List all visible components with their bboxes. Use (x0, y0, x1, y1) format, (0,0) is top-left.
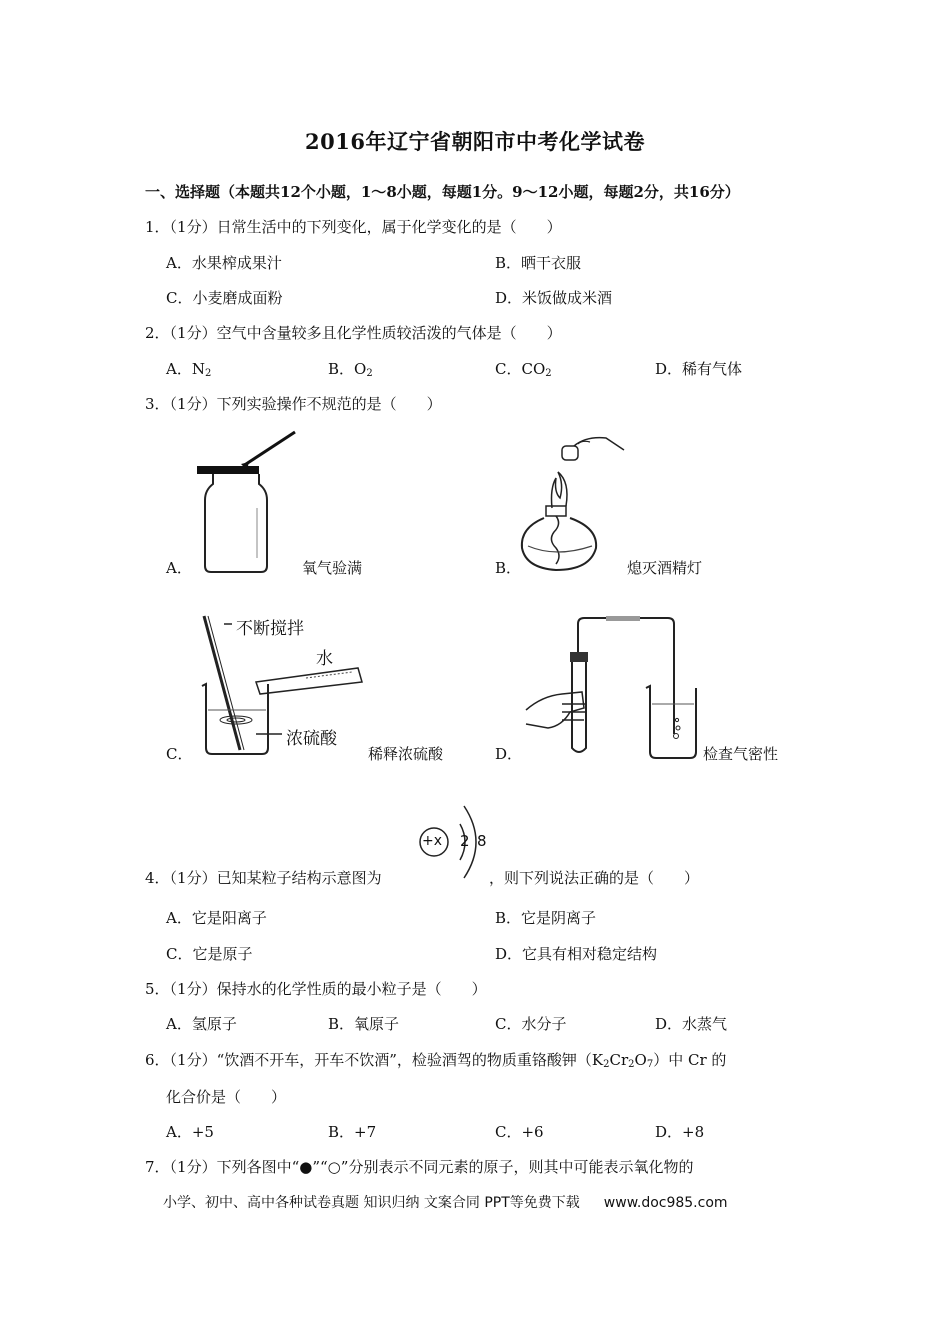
question-4-stem-end: ，则下列说法正确的是（ ） (489, 869, 700, 887)
dilute-acid-figure (196, 610, 376, 760)
question-5-option-d: D．水蒸气 (655, 1015, 728, 1033)
question-4-option-c: C．它是原子 (166, 945, 253, 963)
footer-url[interactable]: www.doc985.com (603, 1195, 728, 1211)
question-4-option-d: D．它具有相对稳定结构 (495, 945, 658, 963)
page-footer (163, 1192, 728, 1212)
question-5-option-c: C．水分子 (495, 1015, 567, 1033)
question-3-option-b-caption: 熄灭酒精灯 (627, 559, 703, 577)
question-4-stem-start: 4．（1分）已知某粒子结构示意图为 (145, 869, 382, 887)
shell-1-electrons: 2 (460, 832, 470, 850)
question-1-option-b: B．晒干衣服 (495, 254, 582, 272)
question-1-option-a: A．水果榨成果汁 (166, 254, 282, 272)
section-heading: 一、选择题（本题共12个小题，1～8小题，每题1分。9～12小题，每题2分，共16分） (145, 183, 740, 201)
nucleus-charge: +x (422, 833, 443, 849)
question-3-option-a-caption: 氧气验满 (302, 559, 363, 577)
water-label: 水 (316, 649, 333, 669)
question-1-stem: 1．（1分）日常生活中的下列变化，属于化学变化的是（ ） (145, 218, 562, 236)
question-6-option-a: A．+5 (166, 1123, 214, 1141)
question-4-option-b: B．它是阴离子 (495, 909, 597, 927)
question-3-option-d-letter: D． (495, 745, 523, 763)
oxygen-test-figure (195, 428, 305, 578)
question-3-option-d-caption: 检查气密性 (703, 745, 779, 763)
question-3-option-c-letter: C． (166, 745, 193, 763)
acid-label: 浓硫酸 (286, 729, 337, 749)
particle-structure-diagram (418, 798, 498, 890)
question-5-option-a: A．氢原子 (166, 1015, 237, 1033)
question-2-stem: 2．（1分）空气中含量较多且化学性质较活泼的气体是（ ） (145, 324, 562, 342)
question-6-stem: 6．（1分）“饮酒不开车，开车不饮酒”，检验酒驾的物质重铬酸钾$(K_2Cr_2O_7)$中 Cr 的 (145, 1051, 727, 1070)
question-2-option-d: D．稀有气体 (655, 360, 743, 378)
page-title: 2016年辽宁省朝阳市中考化学试卷 (305, 129, 645, 154)
question-5-option-b: B．氧原子 (328, 1015, 400, 1033)
stir-label: 不断搅拌 (236, 619, 304, 639)
question-2-option-c: C．$CO_2$ (495, 360, 552, 379)
question-2-option-b: B．$O_2$ (328, 360, 373, 379)
question-3-stem: 3．（1分）下列实验操作不规范的是（ ） (145, 395, 442, 413)
question-6-option-c: C．+6 (495, 1123, 544, 1141)
question-1-option-d: D．米饭做成米酒 (495, 289, 613, 307)
question-3-option-c-caption: 稀释浓硫酸 (368, 745, 444, 763)
footer-text: 小学、初中、高中各种试卷真题 知识归纳 文案合同 PPT等免费下载 (163, 1195, 580, 1211)
airtightness-figure (522, 612, 702, 762)
shell-2-electrons: 8 (477, 832, 487, 850)
alcohol-lamp-figure (516, 428, 636, 578)
question-5-stem: 5．（1分）保持水的化学性质的最小粒子是（ ） (145, 980, 487, 998)
question-6-option-b: B．+7 (328, 1123, 377, 1141)
question-3-option-b-letter: B． (495, 559, 522, 577)
question-3-option-a-letter: A． (166, 559, 192, 577)
question-4-option-a: A．它是阳离子 (166, 909, 267, 927)
question-6-stem-line2: 化合价是（ ） (166, 1088, 287, 1106)
question-7-stem: 7．（1分）下列各图中“●”“○”分别表示不同元素的原子，则其中可能表示氧化物的 (145, 1158, 694, 1176)
question-6-option-d: D．+8 (655, 1123, 705, 1141)
question-2-option-a: A．$N_2$ (166, 360, 212, 379)
question-1-option-c: C．小麦磨成面粉 (166, 289, 283, 307)
